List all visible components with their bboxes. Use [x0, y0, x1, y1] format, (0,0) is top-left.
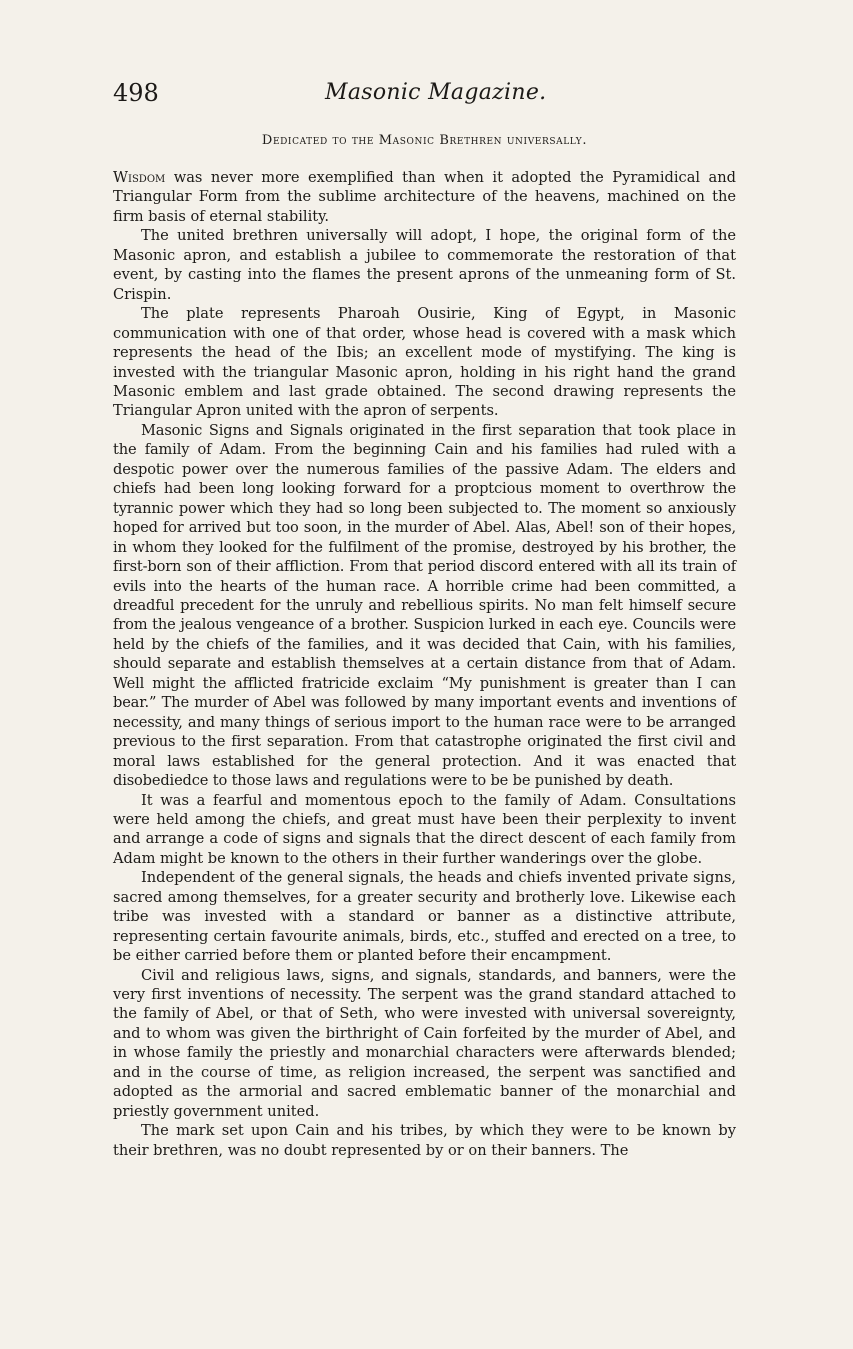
dedication-heading: Dedicated to the Masonic Brethren universally. — [261, 133, 588, 148]
paragraph-1 — [113, 168, 736, 226]
page-header — [113, 78, 736, 114]
paragraph-6: Independent of the general signals, the heads and chiefs invented private signs, sacred among themselves, for a greater security and brotherly love. Likewise each tribe was invested with a standard or banner as a distinctive attribute, representing certain favourite animals, birds, etc., stuffed and erected on a tree, to be either carried before them or planted before their encampment. — [113, 869, 736, 965]
paragraph-3: The plate represents Pharoah Ousirie, King of Egypt, in Masonic communication with one of that order, whose head is covered with a mask which represents the head of the Ibis; an excellent mode of mystifying. The king is invested with the triangular Masonic apron, holding in his right hand the grand Masonic emblem and last grade obtained. The second drawing represents the Triangular Apron united with the apron of serpents. — [113, 305, 736, 420]
paragraph-7: Civil and religious laws, signs, and signals, standards, and banners, were the very first inventions of necessity. The serpent was the grand standard attached to the family of Abel, or that of Seth, who were invested with universal sovereignty, and to whom was given the birthright of Cain forfeited by the murder of Abel, and in whose family the priestly and monarchial characters were afterwards blended; and in the course of time, as religion increased, the serpent was sanctified and adopted as the armorial and sacred emblematic banner of the monarchial and priestly government united. — [113, 966, 736, 1120]
paragraph-4: Masonic Signs and Signals originated in the first separation that took place in the family of Adam. From the beginning Cain and his families had ruled with a despotic power over the numerous families of the passive Adam. The elders and chiefs had been long looking forward for a proptcious moment to overthrow the tyrannic power which they had so long been subjected to. The moment so anxiously hoped for arrived but too soon, in the murder of Abel. Alas, Abel! son of their hopes, in whom they looked for the fulfilment of the promise, destroyed by his brother, the first-born son of their affliction. From that period discord entered with all its train of evils into the hearts of the human race. A horrible crime had been committed, a dreadful precedent for the unruly and rebellious spirits. No man felt himself secure from the jealous vengeance of a brother. Suspicion lurked in each eye. Councils were held by the chiefs of the families, and it was decided that Cain, with his families, should separate and establish themselves at a certain distance from that of Adam. Well might the afflicted fratricide exclaim “My punishment is greater than I can bear.” The murder of Abel was followed by many important events and inventions of necessity, and many things of serious import to the human race were to be arranged previous to the first separation. From that catastrophe originated the first civil and moral laws established for the general protection. And it was enacted that disobediedce to those laws and regulations were to be be punished by death. — [113, 421, 736, 790]
paragraph-1-text: was never more exemplified than when it adopted the Pyramidical and Triangular Form from the sublime architecture of the heavens, machined on the firm basis of eternal stability. — [113, 169, 736, 225]
paragraph-1-lead-word: Wisdom — [113, 169, 166, 186]
running-title: Masonic Magazine. — [325, 80, 547, 105]
paragraph-8: The mark set upon Cain and his tribes, by which they were to be known by their brethren, was no doubt represented by or on their banners. The — [113, 1122, 736, 1159]
article-body — [113, 168, 736, 1160]
page-number: 498 — [113, 79, 159, 107]
paragraph-5: It was a fearful and momentous epoch to the family of Adam. Consultations were held among the chiefs, and great must have been their perplexity to invent and arrange a code of signs and signals that the direct descent of each family from Adam might be known to the others in their further wanderings over the globe. — [113, 791, 736, 867]
paragraph-2: The united brethren universally will adopt, I hope, the original form of the Masonic apron, and establish a jubilee to commemorate the restoration of that event, by casting into the flames the present aprons of the unmeaning form of St. Crispin. — [113, 227, 736, 303]
